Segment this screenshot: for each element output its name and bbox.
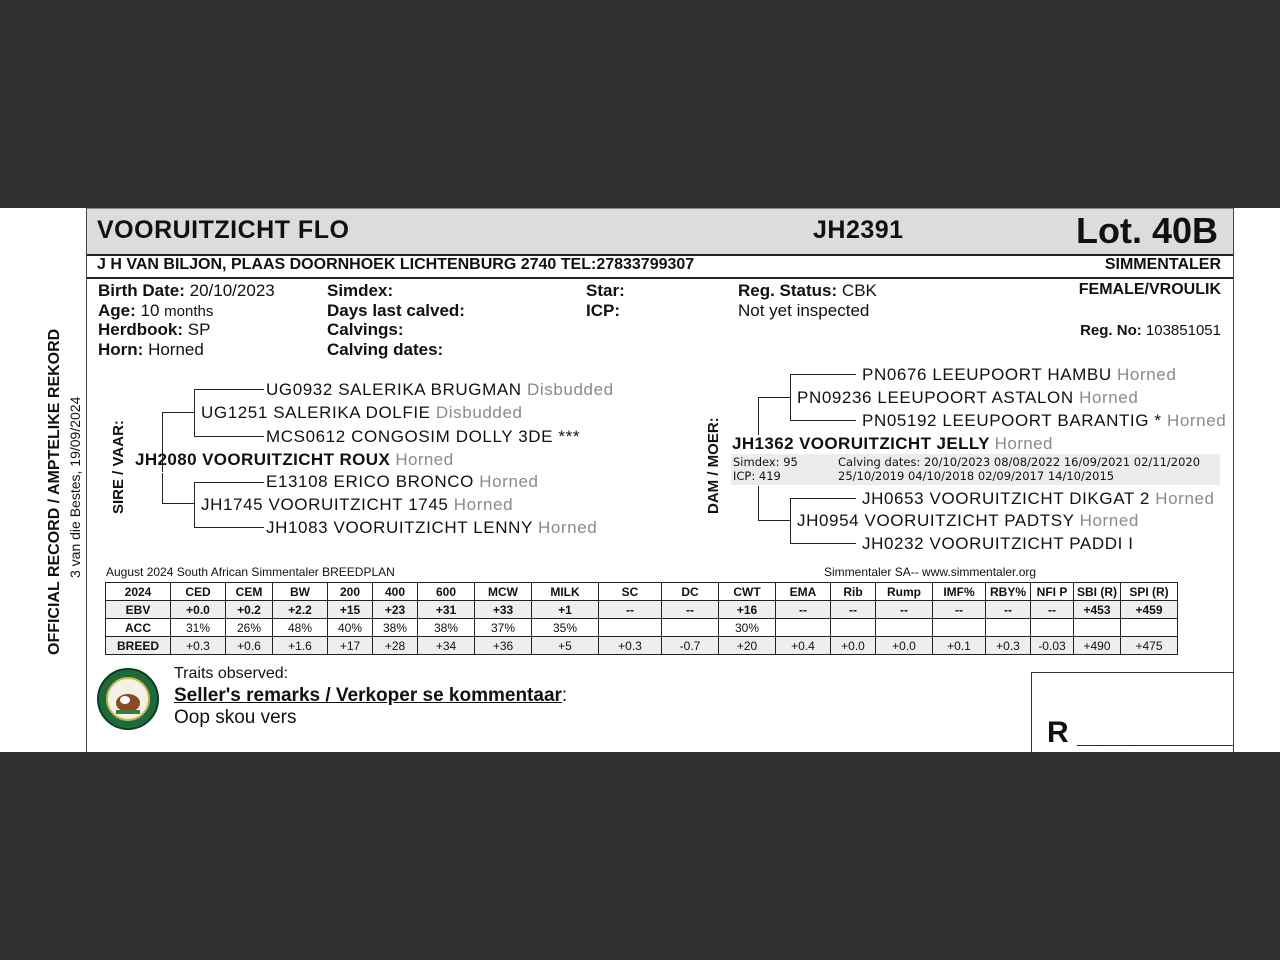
breedplan-cell: 38%: [373, 619, 418, 637]
breedplan-row: [106, 619, 1178, 637]
pedigree-name: PN0676 LEEUPOORT HAMBU: [862, 365, 1112, 384]
breedplan-cell: [776, 619, 831, 637]
days-last-calved-label: Days last calved:: [327, 301, 465, 320]
remarks-label: Seller's remarks / Verkoper se kommentaar: [174, 685, 562, 706]
dam-sire-dam: [862, 411, 1226, 431]
pedigree-horn: Horned: [1079, 388, 1139, 407]
breedplan-cell: [933, 619, 986, 637]
icp-label: ICP:: [586, 301, 620, 320]
breedplan-cell: +16: [719, 601, 776, 619]
simmentaler-logo: [97, 668, 159, 730]
reg-status-value: CBK: [841, 281, 877, 300]
breedplan-cell: +33: [475, 601, 532, 619]
breedplan-cell: +475: [1121, 637, 1178, 655]
inspection-status: Not yet inspected: [738, 301, 870, 320]
breedplan-cell: +5: [532, 637, 599, 655]
breedplan-cell: +36: [475, 637, 532, 655]
pedigree-horn: Horned: [1117, 365, 1177, 384]
breedplan-header-cell: Rump: [876, 583, 933, 601]
price-line: ____________________: [1077, 730, 1233, 746]
breedplan-cell: +0.0: [831, 637, 876, 655]
age-row: [98, 301, 213, 321]
pedigree-name: JH1362 VOORUITZICHT JELLY: [732, 434, 990, 453]
breedplan-cell: --: [599, 601, 662, 619]
breedplan-cell: 48%: [273, 619, 328, 637]
breedplan-header-cell: IMF%: [933, 583, 986, 601]
dam-simdex: Simdex: 95: [733, 455, 798, 469]
dam-dam: [797, 511, 1139, 531]
breedplan-row-label: BREED: [106, 637, 171, 655]
remarks-colon: :: [561, 685, 568, 706]
pedigree-name: JH0954 VOORUITZICHT PADTSY: [797, 511, 1075, 530]
herdbook-label: Herdbook:: [98, 320, 183, 339]
dam-name: [732, 434, 1053, 454]
dam-dam-sire: [862, 489, 1215, 509]
breedplan-cell: 31%: [171, 619, 226, 637]
breedplan-row: [106, 601, 1178, 619]
breedplan-cell: 40%: [328, 619, 373, 637]
dam-icp: ICP: 419: [733, 469, 781, 483]
dam-calving-dates-1: Calving dates: 20/10/2023 08/08/2022 16/09/2021 02/11/2020: [838, 455, 1201, 469]
breedplan-header-cell: BW: [273, 583, 328, 601]
breedplan-cell: 30%: [719, 619, 776, 637]
dam-sire-sire: [862, 365, 1176, 385]
pedigree-name: JH0232 VOORUITZICHT PADDI I: [862, 534, 1134, 553]
breedplan-cell: +1.6: [273, 637, 328, 655]
breedplan-cell: [1031, 619, 1074, 637]
breed-name: SIMMENTALER: [1104, 256, 1221, 273]
breedplan-cell: [986, 619, 1031, 637]
breedplan-header-cell: NFI P: [1031, 583, 1074, 601]
dam-section-label: DAM / MOER:: [705, 417, 722, 514]
breedplan-cell: --: [986, 601, 1031, 619]
breedplan-header-cell: Rib: [831, 583, 876, 601]
breedplan-header-cell: 600: [418, 583, 475, 601]
pedigree-horn: Horned: [479, 472, 539, 491]
sex-label: FEMALE/VROULIK: [1078, 281, 1221, 298]
breedplan-cell: --: [831, 601, 876, 619]
breedplan-cell: +0.3: [986, 637, 1031, 655]
breedplan-header-cell: 200: [328, 583, 373, 601]
breedplan-cell: 38%: [418, 619, 475, 637]
pedigree-name: JH1745 VOORUITZICHT 1745: [201, 495, 449, 514]
star-label: Star:: [586, 281, 625, 300]
herdbook-row: [98, 320, 210, 340]
dam-stats-panel: [731, 454, 1220, 485]
breedplan-cell: +20: [719, 637, 776, 655]
animal-id: JH2391: [813, 216, 904, 244]
breedplan-header-cell: SBI (R): [1074, 583, 1121, 601]
pedigree-name: E13108 ERICO BRONCO: [266, 472, 474, 491]
pedigree-name: PN09236 LEEUPOORT ASTALON: [797, 388, 1074, 407]
breedplan-cell: 37%: [475, 619, 532, 637]
pedigree-name: JH2080 VOORUITZICHT ROUX: [135, 450, 391, 469]
breedplan-cell: --: [1031, 601, 1074, 619]
horn-value: Horned: [148, 340, 204, 359]
breedplan-cell: +23: [373, 601, 418, 619]
breedplan-cell: [831, 619, 876, 637]
sire-dam: [201, 495, 513, 515]
breedplan-cell: +0.3: [599, 637, 662, 655]
breedplan-header-cell: SC: [599, 583, 662, 601]
remarks-heading: [174, 685, 567, 707]
breedplan-row-label: EBV: [106, 601, 171, 619]
breedplan-cell: [876, 619, 933, 637]
dam-calving-dates-2: 25/10/2019 04/10/2018 02/09/2017 14/10/2015: [838, 469, 1115, 483]
breedplan-row: [106, 637, 1178, 655]
pedigree-horn: Horned: [1155, 489, 1215, 508]
breedplan-cell: --: [776, 601, 831, 619]
reg-status-row: [738, 281, 877, 301]
breedplan-cell: [1074, 619, 1121, 637]
breedplan-header-cell: CED: [171, 583, 226, 601]
calving-dates-label: Calving dates:: [327, 340, 444, 359]
sire-name: [135, 450, 454, 470]
pedigree-horn: Horned: [453, 495, 514, 514]
breedplan-header-cell: CWT: [719, 583, 776, 601]
simdex-label: Simdex:: [327, 281, 394, 300]
breedplan-cell: --: [662, 601, 719, 619]
pedigree-horn: Horned: [1166, 411, 1227, 430]
breedplan-table: [105, 582, 1178, 655]
breedplan-cell: +0.0: [876, 637, 933, 655]
reg-status-label: Reg. Status:: [738, 281, 838, 300]
sire-sire: [201, 403, 523, 423]
birth-date-row: [98, 281, 275, 301]
breedplan-header-cell: 2024: [106, 583, 171, 601]
reg-no-value: 103851051: [1145, 322, 1221, 339]
age-value: 10: [140, 301, 160, 320]
herdbook-value: SP: [187, 320, 211, 339]
horn-label: Horn:: [98, 340, 144, 359]
horn-row: [98, 340, 204, 360]
breedplan-cell: [662, 619, 719, 637]
owner-details: J H VAN BILJON, PLAAS DOORNHOEK LICHTENBURG 2740 TEL:27833799307: [97, 256, 695, 273]
animal-name: VOORUITZICHT FLO: [97, 216, 350, 244]
breedplan-cell: +2.2: [273, 601, 328, 619]
breedplan-cell: +453: [1074, 601, 1121, 619]
pedigree-horn: Horned: [395, 450, 454, 469]
sire-sire-dam: [266, 427, 580, 447]
breedplan-cell: +17: [328, 637, 373, 655]
sire-sire-sire: [266, 380, 614, 400]
pedigree-horn: Horned: [537, 518, 598, 537]
breedplan-cell: +490: [1074, 637, 1121, 655]
breedplan-header-cell: EMA: [776, 583, 831, 601]
sire-section-label: SIRE / VAAR:: [110, 420, 127, 514]
official-record-label: OFFICIAL RECORD / AMPTELIKE REKORD: [46, 328, 63, 655]
birth-date-value: 20/10/2023: [189, 281, 275, 300]
calvings-label: Calvings:: [327, 320, 404, 339]
breedplan-cell: 26%: [226, 619, 273, 637]
breedplan-cell: -0.03: [1031, 637, 1074, 655]
pedigree-name: UG0932 SALERIKA BRUGMAN: [266, 380, 522, 399]
dam-sire: [797, 388, 1138, 408]
lot-number: Lot. 40B: [1075, 210, 1218, 251]
breedplan-website: Simmentaler SA-- www.simmentaler.org: [824, 565, 1037, 579]
lot-sheet: [0, 208, 1280, 752]
breedplan-cell: +0.2: [226, 601, 273, 619]
age-unit: months: [164, 303, 214, 320]
breedplan-cell: +1: [532, 601, 599, 619]
breedplan-cell: +28: [373, 637, 418, 655]
pedigree-horn: Horned: [994, 434, 1053, 453]
price-currency: R: [1047, 716, 1069, 749]
breedplan-cell: +31: [418, 601, 475, 619]
dam-dam-dam: [862, 534, 1134, 554]
breedplan-header-cell: RBY%: [986, 583, 1031, 601]
breedplan-cell: +459: [1121, 601, 1178, 619]
age-label: Age:: [98, 301, 136, 320]
breedplan-cell: [1121, 619, 1178, 637]
pedigree-horn: Disbudded: [527, 380, 614, 399]
breedplan-header-cell: MILK: [532, 583, 599, 601]
breedplan-cell: +0.0: [171, 601, 226, 619]
sire-dam-dam: [266, 518, 597, 538]
breedplan-header-cell: 400: [373, 583, 418, 601]
breedplan-header-cell: SPI (R): [1121, 583, 1178, 601]
pedigree-horn: Disbudded: [435, 403, 523, 422]
logo-emblem: [99, 670, 157, 728]
breedplan-header-cell: MCW: [475, 583, 532, 601]
breedplan-cell: +15: [328, 601, 373, 619]
pedigree-name: JH0653 VOORUITZICHT DIKGAT 2: [862, 489, 1150, 508]
reg-no-label: Reg. No:: [1080, 322, 1142, 339]
breedplan-cell: 35%: [532, 619, 599, 637]
sire-dam-sire: [266, 472, 539, 492]
breedplan-cell: +0.3: [171, 637, 226, 655]
traits-observed-label: Traits observed:: [174, 665, 289, 682]
breedplan-cell: --: [933, 601, 986, 619]
breedplan-row-label: ACC: [106, 619, 171, 637]
breedplan-cell: +34: [418, 637, 475, 655]
breedplan-header-row: [106, 583, 1178, 601]
reg-no-row: [1080, 322, 1221, 339]
pedigree-name: JH1083 VOORUITZICHT LENNY: [266, 518, 533, 537]
breedplan-caption: August 2024 South African Simmentaler BREEDPLAN: [106, 565, 395, 579]
pedigree-name: MCS0612 CONGOSIM DOLLY 3DE ***: [266, 427, 581, 446]
breedplan-cell: --: [876, 601, 933, 619]
remarks-text: Oop skou vers: [174, 707, 297, 728]
record-source-label: 3 van die Bestes, 19/09/2024: [67, 396, 83, 578]
breedplan-header-cell: DC: [662, 583, 719, 601]
breedplan-cell: +0.1: [933, 637, 986, 655]
pedigree-name: PN05192 LEEUPOORT BARANTIG *: [862, 411, 1162, 430]
pedigree-horn: Horned: [1079, 511, 1139, 530]
breedplan-cell: [599, 619, 662, 637]
breedplan-cell: +0.4: [776, 637, 831, 655]
breedplan-cell: +0.6: [226, 637, 273, 655]
breedplan-header-cell: CEM: [226, 583, 273, 601]
birth-date-label: Birth Date:: [98, 281, 185, 300]
breedplan-cell: -0.7: [662, 637, 719, 655]
pedigree-name: UG1251 SALERIKA DOLFIE: [201, 403, 431, 422]
